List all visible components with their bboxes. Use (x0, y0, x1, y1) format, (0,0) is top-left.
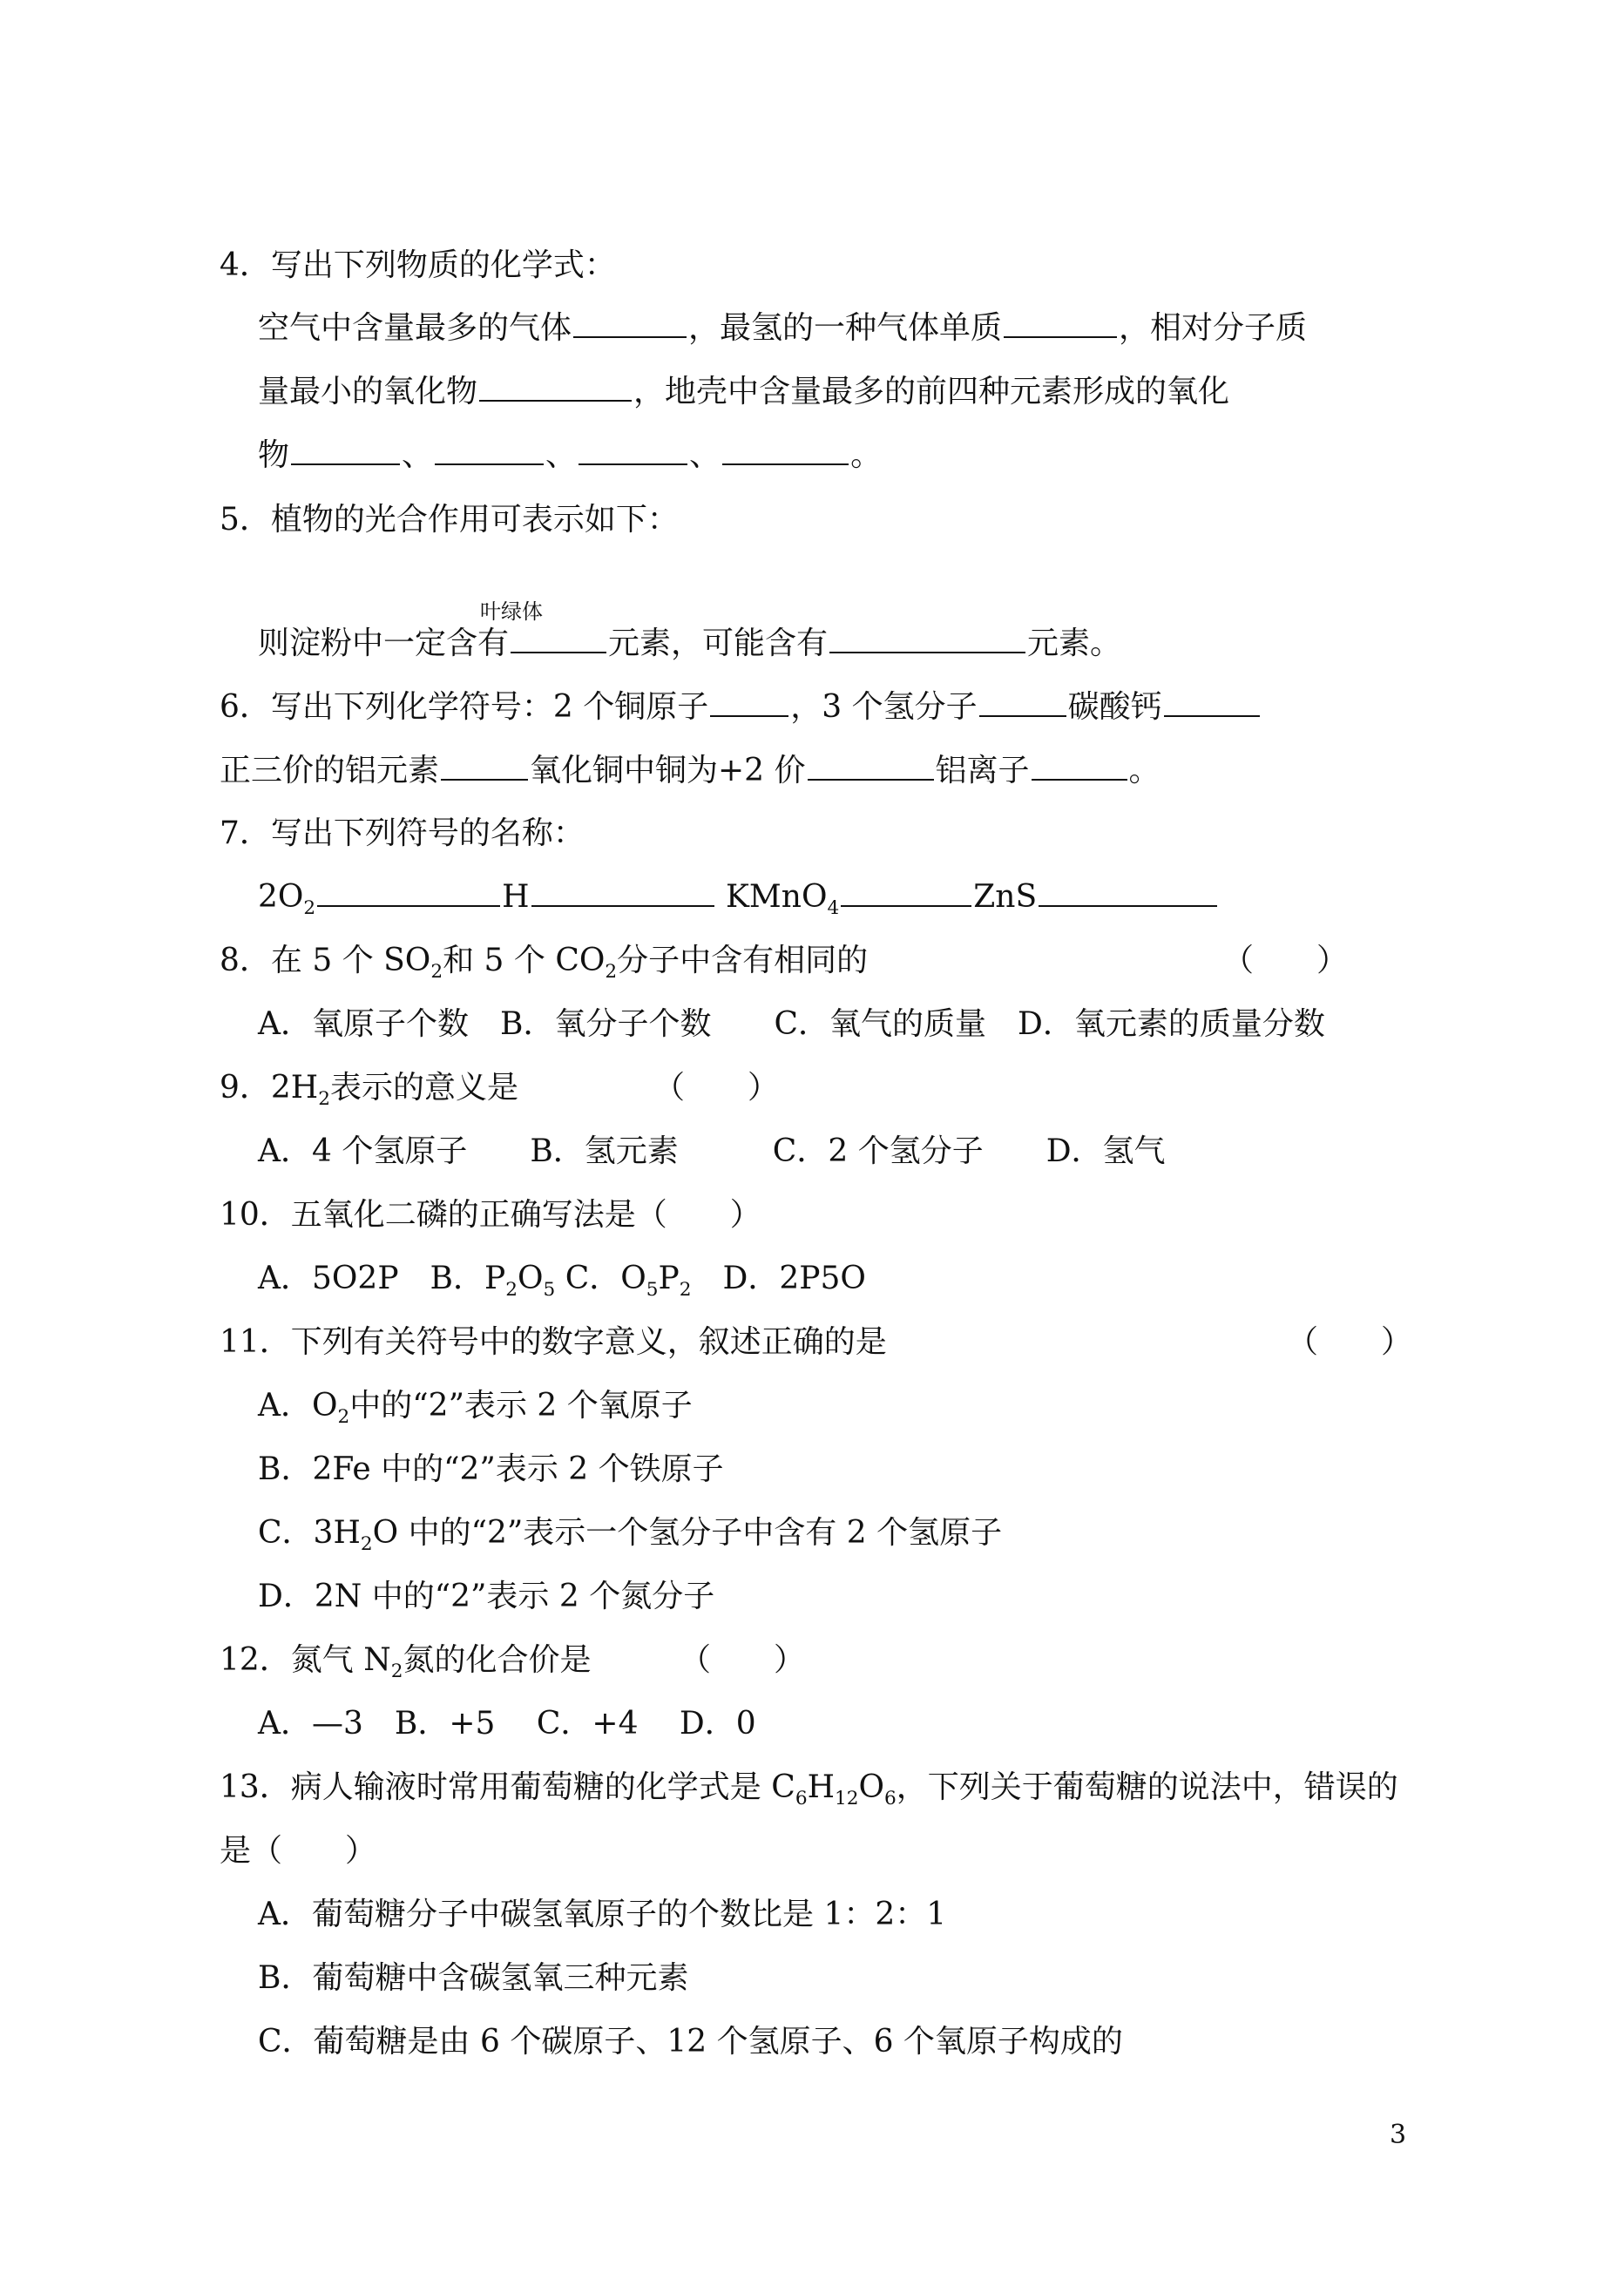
q4-text: 空气中含量最多的气体 (258, 310, 572, 346)
answer-paren[interactable]: （ ） (653, 1070, 780, 1106)
option-text: O 中的“2”表示一个氢分子中含有 2 个氢原子 (372, 1515, 1003, 1551)
q8-text: 和 5 个 CO (443, 943, 606, 978)
option-text: A．O (258, 1388, 338, 1424)
subscript: 5 (543, 1279, 556, 1302)
answer-blank[interactable] (579, 434, 687, 465)
q4-text: ，最氢的一种气体单质 (688, 310, 1003, 346)
symbol: ZnS (973, 879, 1038, 915)
answer-paren[interactable]: （ ） (680, 1642, 806, 1678)
q11-option-c (258, 1512, 1002, 1555)
q8-stem (220, 939, 868, 983)
subscript: 2 (390, 1661, 403, 1683)
separator: 、 (689, 437, 721, 473)
q9-text: 表示的意义是 (329, 1070, 518, 1106)
option-text: A．5O2P B．P (258, 1261, 506, 1296)
q6-text: 铝离子 (935, 753, 1030, 788)
subscript: 2 (430, 961, 443, 984)
subscript: 2 (679, 1279, 692, 1302)
q6-text: ，3 个氢分子 (790, 689, 978, 725)
q13-text: 13．病人输液时常用葡萄糖的化学式是 C (220, 1769, 795, 1805)
subscript: 6 (795, 1788, 808, 1810)
q4-line1 (258, 307, 1307, 350)
period: 。 (1128, 753, 1160, 788)
answer-blank[interactable] (1164, 686, 1260, 717)
answer-blank[interactable] (710, 686, 788, 717)
answer-blank[interactable] (979, 686, 1066, 717)
q11-option-a (258, 1384, 693, 1428)
subscript: 2 (605, 961, 618, 984)
answer-blank[interactable] (511, 622, 606, 653)
symbol: 2O (258, 879, 304, 915)
q7-title: 7．写出下列符号的名称： (220, 815, 585, 851)
answer-blank[interactable] (317, 876, 500, 907)
q4-title: 4．写出下列物质的化学式： (220, 247, 616, 283)
period: 。 (850, 437, 883, 473)
q4-line3 (258, 434, 882, 477)
q7-line (258, 876, 1219, 919)
q13-text: ，下列关于葡萄糖的说法中，错误的 (896, 1769, 1398, 1805)
q11-title: 11．下列有关符号中的数字意义，叙述正确的是 (220, 1324, 887, 1360)
q5-text: 元素。 (1027, 626, 1122, 661)
q4-text: 量最小的氧化物 (258, 374, 478, 409)
subscript: 2 (337, 1406, 350, 1429)
q6-text: 6．写出下列化学符号：2 个铜原子 (220, 689, 709, 725)
subscript: 2 (303, 897, 316, 920)
subscript: 2 (360, 1533, 373, 1556)
catalyst-label: 叶绿体 (480, 599, 543, 624)
answer-blank[interactable] (722, 434, 849, 465)
q6-text: 氧化铜中铜为+2 价 (530, 753, 806, 788)
q8-text: 分子中含有相同的 (617, 943, 869, 978)
answer-blank[interactable] (841, 876, 971, 907)
q11-option-b: B．2Fe 中的“2”表示 2 个铁原子 (258, 1451, 724, 1487)
q9-stem (220, 1066, 518, 1110)
symbol: KMnO (726, 879, 828, 915)
answer-blank[interactable] (531, 876, 714, 907)
page-number: 3 (1390, 2120, 1407, 2150)
separator: 、 (545, 437, 578, 473)
q4-line2 (258, 370, 1229, 414)
option-text: 中的“2”表示 2 个氧原子 (349, 1388, 693, 1424)
q13-stem-cont: 是（ ） (220, 1833, 377, 1869)
answer-blank[interactable] (441, 749, 528, 781)
option-text: O (517, 1261, 544, 1296)
q13-stem (220, 1766, 1398, 1809)
q9-text: 9．2H (220, 1070, 319, 1106)
q6-line2 (220, 749, 1160, 793)
symbol: H (502, 879, 530, 915)
answer-blank[interactable] (291, 434, 400, 465)
q4-text: 物 (258, 437, 290, 473)
subscript: 12 (834, 1788, 859, 1810)
q12-text: 12．氮气 N (220, 1642, 391, 1678)
q12-stem (220, 1639, 592, 1682)
answer-blank[interactable] (435, 434, 544, 465)
answer-paren[interactable]: （ ） (1222, 943, 1349, 978)
separator: 、 (402, 437, 434, 473)
option-text: P (658, 1261, 680, 1296)
q6-text: 正三价的铝元素 (220, 753, 440, 788)
answer-blank[interactable] (1039, 876, 1217, 907)
q8-options: A．氧原子个数 B．氧分子个数 C．氧气的质量 D．氧元素的质量分数 (258, 1006, 1325, 1042)
q5-text: 元素，可能含有 (608, 626, 829, 661)
q10-title: 10．五氧化二磷的正确写法是（ ） (220, 1197, 761, 1233)
option-text: D．2P5O (691, 1261, 866, 1296)
q9-options: A．4 个氢原子 B．氢元素 C．2 个氢分子 D．氢气 (258, 1133, 1166, 1169)
answer-blank[interactable] (479, 370, 632, 402)
q5-text: 则淀粉中一定含有 (258, 626, 510, 661)
q13-option-a: A．葡萄糖分子中碳氢氧原子的个数比是 1：2：1 (258, 1897, 947, 1932)
q4-text: ，相对分子质 (1119, 310, 1308, 346)
subscript: 5 (646, 1279, 659, 1302)
q12-text: 氮的化合价是 (403, 1642, 592, 1678)
answer-blank[interactable] (808, 749, 934, 781)
subscript: 2 (505, 1279, 518, 1302)
q5-title: 5．植物的光合作用可表示如下： (220, 502, 679, 538)
q13-option-b: B．葡萄糖中含碳氢氧三种元素 (258, 1960, 689, 1996)
answer-paren[interactable]: （ ） (1287, 1324, 1413, 1360)
answer-blank[interactable] (573, 307, 687, 338)
q13-text: O (858, 1769, 884, 1805)
q5-line (258, 622, 1121, 666)
q10-options (258, 1257, 866, 1301)
answer-blank[interactable] (829, 622, 1025, 653)
subscript: 6 (883, 1788, 897, 1810)
subscript: 4 (827, 897, 840, 920)
option-text: C．O (555, 1261, 646, 1296)
q12-options: A．—3 B．+5 C．+4 D．0 (258, 1706, 756, 1742)
q4-text: ，地壳中含量最多的前四种元素形成的氧化 (633, 374, 1230, 409)
q6-text: 碳酸钙 (1067, 689, 1162, 725)
answer-blank[interactable] (1032, 749, 1127, 781)
answer-blank[interactable] (1004, 307, 1117, 338)
option-text: C．3H (258, 1515, 361, 1551)
q8-text: 8．在 5 个 SO (220, 943, 431, 978)
subscript: 2 (318, 1088, 330, 1111)
q13-option-c: C．葡萄糖是由 6 个碳原子、12 个氢原子、6 个氧原子构成的 (258, 2024, 1123, 2060)
q13-text: H (807, 1769, 835, 1805)
q6-line1 (220, 686, 1262, 729)
q11-option-d: D．2N 中的“2”表示 2 个氮分子 (258, 1579, 715, 1614)
